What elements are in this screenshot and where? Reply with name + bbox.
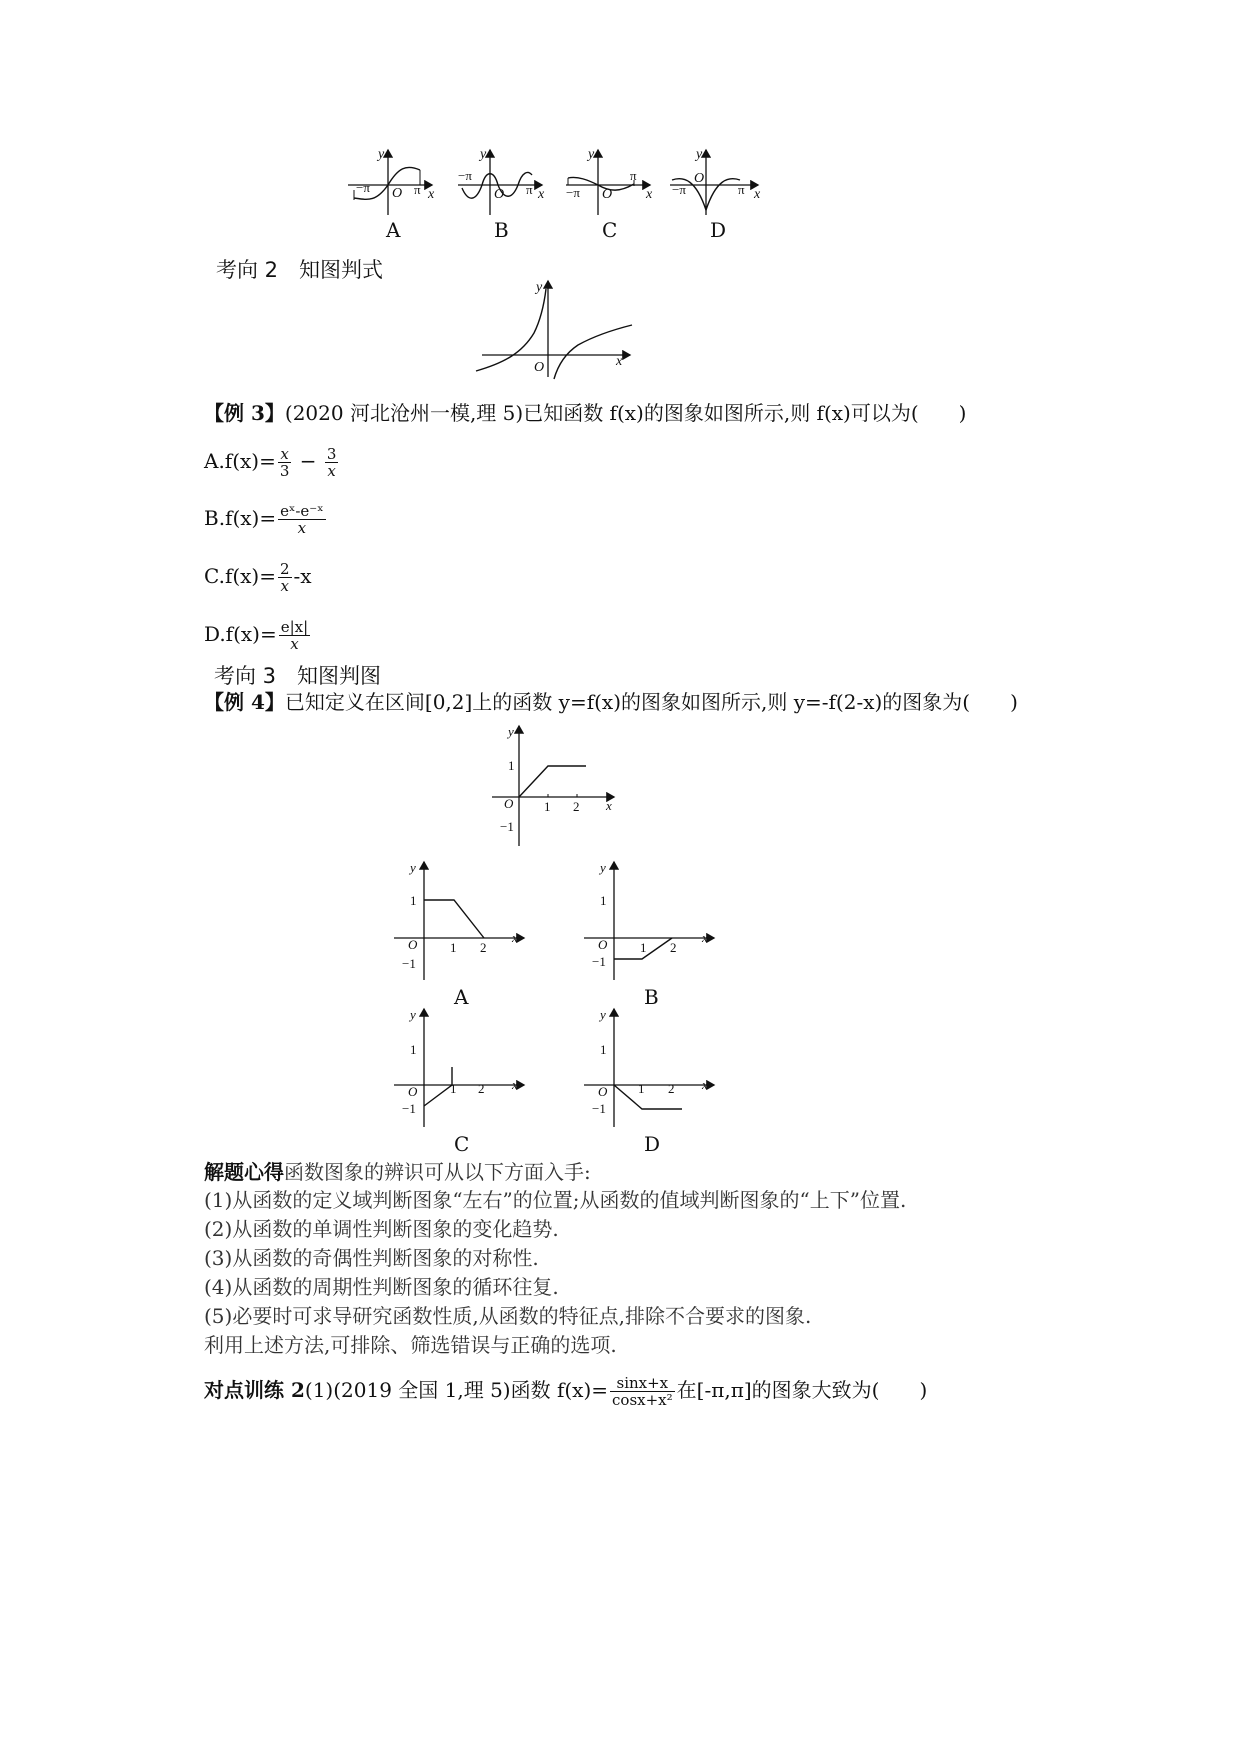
example-4-tag: 【例 4】 xyxy=(204,690,285,714)
svg-text:x: x xyxy=(606,798,612,813)
example-3-option-a: A.f(x)= $\frac{x}{3}$ − $\frac{3}{x}$ xyxy=(204,445,337,480)
svg-text:2: 2 xyxy=(478,1081,485,1096)
svg-text:O: O xyxy=(408,1084,418,1099)
tips-item: (2)从函数的单调性判断图象的变化趋势. xyxy=(204,1217,559,1241)
svg-text:1: 1 xyxy=(600,893,607,908)
section-3-title: 考向 3 知图判图 xyxy=(214,664,382,688)
training-fraction: $\frac{\sin x+x}{\text{cosx+x²}}$ xyxy=(612,1374,673,1409)
svg-text:2: 2 xyxy=(668,1081,675,1096)
top-label-b: B xyxy=(494,218,509,242)
example-3-option-d: D.f(x)= $\frac{e|x|}{x}$ xyxy=(204,618,309,653)
svg-text:y: y xyxy=(410,860,416,875)
svg-text:−1: −1 xyxy=(500,819,514,834)
svg-text:O: O xyxy=(408,937,418,952)
top-graph-b xyxy=(458,147,545,215)
svg-text:1: 1 xyxy=(600,1042,607,1057)
top-graph-d xyxy=(670,147,761,215)
svg-text:2: 2 xyxy=(670,940,677,955)
svg-text:y: y xyxy=(410,1007,416,1022)
example-4-option-c-label: C xyxy=(454,1132,470,1156)
svg-text:1: 1 xyxy=(638,1081,645,1096)
section-2-title: 考向 2 知图判式 xyxy=(216,258,384,282)
svg-text:π: π xyxy=(414,182,421,197)
svg-text:O: O xyxy=(494,187,505,202)
example-3-tag: 【例 3】 xyxy=(204,401,285,425)
svg-text:−π: −π xyxy=(672,182,686,197)
example-4-option-b-label: B xyxy=(644,985,659,1009)
svg-text:O: O xyxy=(504,796,514,811)
tips-item: 利用上述方法,可排除、筛选错误与正确的选项. xyxy=(204,1333,617,1357)
tips-intro: 函数图象的辨识可从以下方面入手: xyxy=(284,1160,591,1184)
tips-item: (4)从函数的周期性判断图象的循环往复. xyxy=(204,1275,559,1299)
svg-text:1: 1 xyxy=(508,758,515,773)
svg-text:x: x xyxy=(646,187,653,202)
tips-item: (5)必要时可求导研究函数性质,从函数的特征点,排除不合要求的图象. xyxy=(204,1304,812,1328)
example-4-text: 已知定义在区间[0,2]上的函数 y=f(x)的图象如图所示,则 y=-f(2-x)的图象为( ) xyxy=(284,690,1018,714)
example-3-line xyxy=(204,401,966,425)
example-4-option-a-label: A xyxy=(454,985,469,1009)
svg-text:π: π xyxy=(526,182,533,197)
svg-text:O: O xyxy=(598,937,608,952)
example-4-line xyxy=(204,690,1018,714)
training-text-after: 在[-π,π]的图象大致为( ) xyxy=(676,1378,928,1402)
svg-text:1: 1 xyxy=(450,1081,457,1096)
svg-text:x: x xyxy=(702,930,708,945)
svg-text:O: O xyxy=(392,186,403,201)
svg-text:y: y xyxy=(508,724,514,739)
top-label-d: D xyxy=(710,218,727,242)
svg-text:x: x xyxy=(512,1077,518,1092)
svg-text:y: y xyxy=(536,280,543,295)
svg-text:y: y xyxy=(378,147,385,162)
svg-text:−1: −1 xyxy=(402,1101,416,1116)
top-label-a: A xyxy=(386,218,401,242)
tips-item: (3)从函数的奇偶性判断图象的对称性. xyxy=(204,1246,539,1270)
example-4-option-a-graph xyxy=(390,858,530,983)
svg-text:1: 1 xyxy=(410,893,417,908)
svg-text:O: O xyxy=(694,171,705,186)
svg-text:2: 2 xyxy=(480,940,487,955)
top-graph-c xyxy=(566,147,653,215)
example-3-graph xyxy=(470,275,640,380)
svg-text:2: 2 xyxy=(573,799,580,814)
training-text-before: (1)(2019 全国 1,理 5)函数 f(x)= xyxy=(304,1378,609,1402)
svg-text:1: 1 xyxy=(640,940,647,955)
svg-text:−1: −1 xyxy=(592,1101,606,1116)
tips-item: (1)从函数的定义域判断图象“左右”的位置;从函数的值域判断图象的“上下”位置. xyxy=(204,1188,907,1212)
training-line xyxy=(204,1375,927,1408)
svg-text:x: x xyxy=(538,187,545,202)
svg-text:−π: −π xyxy=(356,180,370,195)
svg-text:x: x xyxy=(428,187,435,202)
svg-text:−π: −π xyxy=(566,185,580,200)
svg-text:y: y xyxy=(480,147,487,162)
svg-text:−1: −1 xyxy=(592,954,606,969)
svg-text:1: 1 xyxy=(410,1042,417,1057)
svg-text:−π: −π xyxy=(458,168,472,183)
svg-text:x: x xyxy=(702,1077,708,1092)
svg-text:1: 1 xyxy=(450,940,457,955)
svg-text:y: y xyxy=(588,147,595,162)
svg-text:π: π xyxy=(630,168,637,183)
training-title: 对点训练 2 xyxy=(204,1378,305,1402)
svg-text:y: y xyxy=(600,1007,606,1022)
example-4-option-d-graph xyxy=(580,1005,720,1130)
tips-heading xyxy=(204,1160,591,1184)
example-4-option-c-graph xyxy=(390,1005,530,1130)
example-4-main-graph xyxy=(488,722,618,848)
svg-text:y: y xyxy=(600,860,606,875)
svg-text:π: π xyxy=(738,182,745,197)
svg-text:O: O xyxy=(534,360,545,375)
svg-text:1: 1 xyxy=(544,799,551,814)
example-3-option-c: C.f(x)= $\frac{2}{x}$ -x xyxy=(204,560,312,595)
example-4-option-d-label: D xyxy=(644,1132,661,1156)
example-3-text: (2020 河北沧州一模,理 5)已知函数 f(x)的图象如图所示,则 f(x)可以为( ) xyxy=(284,401,967,425)
tips-title: 解题心得 xyxy=(204,1160,284,1184)
svg-text:O: O xyxy=(602,187,613,202)
svg-text:x: x xyxy=(512,930,518,945)
svg-text:−1: −1 xyxy=(402,956,416,971)
top-graph-a xyxy=(348,147,435,215)
svg-text:y: y xyxy=(696,147,703,162)
top-label-c: C xyxy=(602,218,618,242)
svg-text:x: x xyxy=(616,354,623,369)
svg-text:O: O xyxy=(598,1084,608,1099)
example-3-option-b: B.f(x)= $\frac{\text{eˣ-e⁻ˣ}}{x}$ xyxy=(204,502,324,537)
svg-text:x: x xyxy=(754,187,761,202)
example-4-option-b-graph xyxy=(580,858,720,983)
